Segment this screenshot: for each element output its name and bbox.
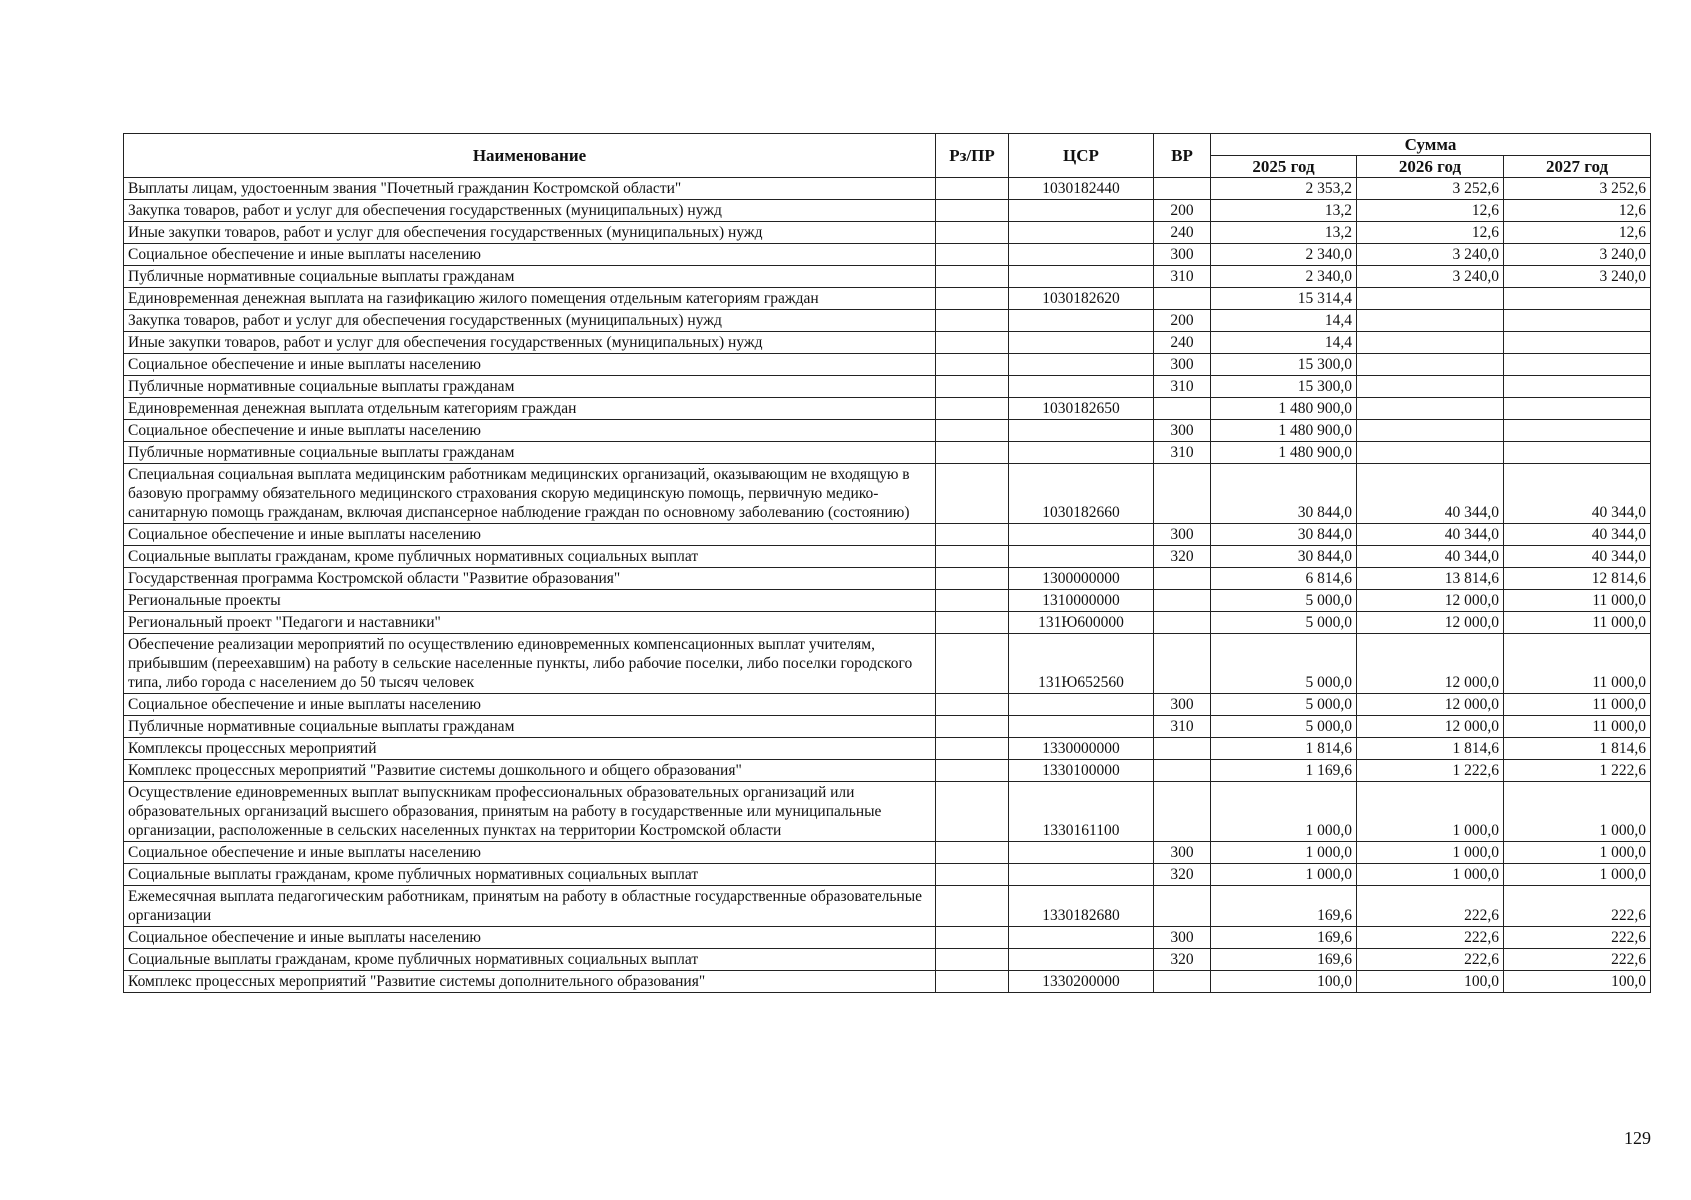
row-sum-2026-cell: 222,6 [1357,949,1504,971]
row-sum-2025-cell: 1 000,0 [1211,782,1357,842]
row-sum-2026-cell: 1 000,0 [1357,782,1504,842]
header-name: Наименование [124,134,936,178]
row-sum-2027-cell: 40 344,0 [1504,546,1651,568]
header-vr: ВР [1154,134,1211,178]
table-row [124,694,1651,716]
row-rz-pr-cell [936,266,1009,288]
table-row [124,864,1651,886]
row-csr-cell [1009,864,1154,886]
row-csr-cell [1009,222,1154,244]
row-vr-cell [1154,590,1211,612]
table-row [124,842,1651,864]
row-sum-2026-cell [1357,420,1504,442]
row-sum-2027-cell: 222,6 [1504,949,1651,971]
row-rz-pr-cell [936,782,1009,842]
table-row [124,782,1651,842]
row-rz-pr-cell [936,760,1009,782]
row-csr-cell: 1330200000 [1009,971,1154,993]
row-rz-pr-cell [936,738,1009,760]
row-sum-2027-cell [1504,420,1651,442]
row-name-cell: Комплекс процессных мероприятий "Развитие системы дополнительного образования" [124,971,936,993]
row-sum-2026-cell: 100,0 [1357,971,1504,993]
row-sum-2026-cell: 40 344,0 [1357,464,1504,524]
row-csr-cell: 1330161100 [1009,782,1154,842]
row-csr-cell: 1030182660 [1009,464,1154,524]
row-name-cell: Специальная социальная выплата медицинским работникам медицинских организаций, оказывающим не входящую в базовую программу обязательного медицинского страхования скорую медицинскую помощь, первичную медико-санитарную помощь гражданам, включая диспансерное наблюдение граждан по основному заболеванию (состоянию) [124,464,936,524]
table-row [124,376,1651,398]
row-vr-cell [1154,634,1211,694]
row-sum-2026-cell: 13 814,6 [1357,568,1504,590]
row-vr-cell [1154,971,1211,993]
table-header [124,134,1651,178]
row-sum-2027-cell: 1 222,6 [1504,760,1651,782]
row-csr-cell [1009,332,1154,354]
row-sum-2026-cell: 12,6 [1357,222,1504,244]
row-name-cell: Иные закупки товаров, работ и услуг для обеспечения государственных (муниципальных) нужд [124,332,936,354]
row-sum-2025-cell: 30 844,0 [1211,464,1357,524]
row-vr-cell [1154,568,1211,590]
table-body [124,178,1651,993]
table-row [124,464,1651,524]
budget-sheet [123,133,1650,993]
row-sum-2025-cell: 2 340,0 [1211,244,1357,266]
table-row [124,738,1651,760]
table-row [124,546,1651,568]
row-name-cell: Социальные выплаты гражданам, кроме публичных нормативных социальных выплат [124,546,936,568]
row-sum-2027-cell: 11 000,0 [1504,694,1651,716]
row-csr-cell [1009,354,1154,376]
row-csr-cell [1009,420,1154,442]
row-vr-cell: 320 [1154,546,1211,568]
row-name-cell: Региональные проекты [124,590,936,612]
row-sum-2027-cell: 1 000,0 [1504,864,1651,886]
row-name-cell: Публичные нормативные социальные выплаты гражданам [124,266,936,288]
row-rz-pr-cell [936,694,1009,716]
row-sum-2025-cell: 1 480 900,0 [1211,442,1357,464]
header-year-2027: 2027 год [1504,156,1651,178]
row-sum-2025-cell: 1 169,6 [1211,760,1357,782]
row-name-cell: Социальные выплаты гражданам, кроме публичных нормативных социальных выплат [124,949,936,971]
row-sum-2027-cell: 222,6 [1504,927,1651,949]
row-name-cell: Закупка товаров, работ и услуг для обеспечения государственных (муниципальных) нужд [124,200,936,222]
row-sum-2027-cell: 11 000,0 [1504,716,1651,738]
table-row [124,420,1651,442]
table-row [124,634,1651,694]
row-sum-2025-cell: 100,0 [1211,971,1357,993]
row-rz-pr-cell [936,398,1009,420]
row-vr-cell: 310 [1154,442,1211,464]
row-vr-cell: 310 [1154,266,1211,288]
row-rz-pr-cell [936,354,1009,376]
header-year-2025: 2025 год [1211,156,1357,178]
row-sum-2027-cell: 11 000,0 [1504,634,1651,694]
table-row [124,398,1651,420]
row-vr-cell [1154,612,1211,634]
row-rz-pr-cell [936,568,1009,590]
row-sum-2027-cell [1504,442,1651,464]
row-sum-2026-cell: 222,6 [1357,886,1504,927]
row-sum-2025-cell: 1 480 900,0 [1211,420,1357,442]
table-row [124,310,1651,332]
row-name-cell: Социальное обеспечение и иные выплаты населению [124,842,936,864]
row-vr-cell: 300 [1154,694,1211,716]
row-sum-2025-cell: 5 000,0 [1211,634,1357,694]
budget-table [123,133,1651,993]
row-sum-2026-cell: 12 000,0 [1357,716,1504,738]
row-sum-2027-cell: 1 814,6 [1504,738,1651,760]
row-sum-2026-cell: 1 000,0 [1357,864,1504,886]
row-name-cell: Социальное обеспечение и иные выплаты населению [124,420,936,442]
row-sum-2025-cell: 13,2 [1211,222,1357,244]
row-csr-cell: 1310000000 [1009,590,1154,612]
row-rz-pr-cell [936,524,1009,546]
table-row [124,244,1651,266]
table-row [124,568,1651,590]
table-row [124,971,1651,993]
header-sum: Сумма [1211,134,1651,156]
row-sum-2027-cell: 222,6 [1504,886,1651,927]
row-sum-2025-cell: 5 000,0 [1211,590,1357,612]
row-sum-2026-cell [1357,310,1504,332]
row-vr-cell: 320 [1154,864,1211,886]
row-sum-2027-cell: 40 344,0 [1504,524,1651,546]
row-sum-2027-cell: 100,0 [1504,971,1651,993]
row-sum-2025-cell: 5 000,0 [1211,612,1357,634]
row-sum-2025-cell: 5 000,0 [1211,716,1357,738]
row-sum-2025-cell: 169,6 [1211,886,1357,927]
row-sum-2026-cell: 12 000,0 [1357,634,1504,694]
row-csr-cell [1009,376,1154,398]
row-sum-2026-cell: 12,6 [1357,200,1504,222]
row-rz-pr-cell [936,634,1009,694]
row-csr-cell [1009,200,1154,222]
row-sum-2026-cell: 3 252,6 [1357,178,1504,200]
row-sum-2026-cell: 3 240,0 [1357,266,1504,288]
row-sum-2025-cell: 15 300,0 [1211,354,1357,376]
row-name-cell: Комплекс процессных мероприятий "Развитие системы дошкольного и общего образования" [124,760,936,782]
table-row [124,222,1651,244]
row-sum-2025-cell: 169,6 [1211,927,1357,949]
row-csr-cell [1009,442,1154,464]
row-sum-2026-cell: 12 000,0 [1357,612,1504,634]
row-sum-2027-cell [1504,332,1651,354]
header-csr: ЦСР [1009,134,1154,178]
row-csr-cell: 1330182680 [1009,886,1154,927]
row-sum-2025-cell: 15 300,0 [1211,376,1357,398]
row-vr-cell [1154,738,1211,760]
row-rz-pr-cell [936,310,1009,332]
table-row [124,949,1651,971]
row-sum-2025-cell: 30 844,0 [1211,546,1357,568]
row-name-cell: Социальное обеспечение и иные выплаты населению [124,927,936,949]
table-row [124,288,1651,310]
row-sum-2026-cell: 40 344,0 [1357,546,1504,568]
row-sum-2026-cell: 40 344,0 [1357,524,1504,546]
row-vr-cell [1154,288,1211,310]
row-sum-2025-cell: 6 814,6 [1211,568,1357,590]
row-name-cell: Социальное обеспечение и иные выплаты населению [124,694,936,716]
row-sum-2026-cell: 1 000,0 [1357,842,1504,864]
row-sum-2027-cell: 3 240,0 [1504,266,1651,288]
row-rz-pr-cell [936,178,1009,200]
row-sum-2027-cell: 11 000,0 [1504,590,1651,612]
row-sum-2026-cell [1357,288,1504,310]
row-sum-2027-cell: 3 240,0 [1504,244,1651,266]
row-sum-2026-cell [1357,398,1504,420]
row-rz-pr-cell [936,200,1009,222]
row-vr-cell: 320 [1154,949,1211,971]
row-csr-cell [1009,310,1154,332]
row-rz-pr-cell [936,546,1009,568]
row-rz-pr-cell [936,590,1009,612]
table-row [124,266,1651,288]
row-csr-cell: 1030182620 [1009,288,1154,310]
row-sum-2026-cell: 12 000,0 [1357,694,1504,716]
row-name-cell: Осуществление единовременных выплат выпускникам профессиональных образовательных организаций или образовательных организаций высшего образования, принятым на работу в государственные или муниципальные организации, расположенные в сельских населенных пунктах на территории Костромской области [124,782,936,842]
row-sum-2025-cell: 13,2 [1211,200,1357,222]
table-row [124,760,1651,782]
table-row [124,442,1651,464]
row-rz-pr-cell [936,442,1009,464]
row-csr-cell [1009,524,1154,546]
row-csr-cell [1009,266,1154,288]
row-name-cell: Социальное обеспечение и иные выплаты населению [124,524,936,546]
row-rz-pr-cell [936,949,1009,971]
row-csr-cell: 1030182440 [1009,178,1154,200]
row-name-cell: Региональный проект "Педагоги и наставники" [124,612,936,634]
row-sum-2025-cell: 15 314,4 [1211,288,1357,310]
row-vr-cell [1154,886,1211,927]
row-name-cell: Выплаты лицам, удостоенным звания "Почетный гражданин Костромской области" [124,178,936,200]
row-vr-cell: 300 [1154,927,1211,949]
row-sum-2026-cell: 3 240,0 [1357,244,1504,266]
row-name-cell: Ежемесячная выплата педагогическим работникам, принятым на работу в областные государственные образовательные организации [124,886,936,927]
row-csr-cell [1009,842,1154,864]
row-name-cell: Обеспечение реализации мероприятий по осуществлению единовременных компенсационных выплат учителям, прибывшим (переехавшим) на работу в сельские населенные пункты, либо рабочие поселки, либо поселки городского типа, либо города с населением до 50 тысяч человек [124,634,936,694]
row-sum-2026-cell: 1 814,6 [1357,738,1504,760]
row-sum-2026-cell [1357,332,1504,354]
row-rz-pr-cell [936,927,1009,949]
row-sum-2027-cell: 1 000,0 [1504,842,1651,864]
row-sum-2026-cell: 1 222,6 [1357,760,1504,782]
row-sum-2025-cell: 2 340,0 [1211,266,1357,288]
row-rz-pr-cell [936,222,1009,244]
page-number: 129 [1624,1128,1651,1148]
row-csr-cell [1009,546,1154,568]
header-rz-pr: Рз/ПР [936,134,1009,178]
row-sum-2026-cell [1357,442,1504,464]
row-sum-2025-cell: 14,4 [1211,332,1357,354]
row-vr-cell: 300 [1154,244,1211,266]
row-csr-cell: 1330000000 [1009,738,1154,760]
row-sum-2026-cell [1357,354,1504,376]
row-vr-cell [1154,782,1211,842]
row-sum-2027-cell: 12,6 [1504,200,1651,222]
row-rz-pr-cell [936,612,1009,634]
row-name-cell: Иные закупки товаров, работ и услуг для обеспечения государственных (муниципальных) нужд [124,222,936,244]
row-rz-pr-cell [936,288,1009,310]
row-vr-cell: 240 [1154,332,1211,354]
row-sum-2027-cell [1504,376,1651,398]
row-vr-cell: 300 [1154,842,1211,864]
table-row [124,332,1651,354]
row-vr-cell: 300 [1154,420,1211,442]
table-row [124,178,1651,200]
table-row [124,354,1651,376]
row-name-cell: Публичные нормативные социальные выплаты гражданам [124,376,936,398]
row-sum-2027-cell: 12 814,6 [1504,568,1651,590]
row-sum-2025-cell: 14,4 [1211,310,1357,332]
row-name-cell: Комплексы процессных мероприятий [124,738,936,760]
row-name-cell: Публичные нормативные социальные выплаты гражданам [124,442,936,464]
row-name-cell: Государственная программа Костромской области "Развитие образования" [124,568,936,590]
table-row [124,716,1651,738]
row-sum-2027-cell [1504,288,1651,310]
table-row [124,524,1651,546]
row-sum-2027-cell [1504,398,1651,420]
row-vr-cell: 240 [1154,222,1211,244]
row-vr-cell [1154,464,1211,524]
row-rz-pr-cell [936,886,1009,927]
row-csr-cell: 1300000000 [1009,568,1154,590]
row-csr-cell: 1330100000 [1009,760,1154,782]
row-vr-cell [1154,398,1211,420]
row-rz-pr-cell [936,716,1009,738]
row-csr-cell [1009,927,1154,949]
row-csr-cell: 131Ю600000 [1009,612,1154,634]
table-row [124,612,1651,634]
row-rz-pr-cell [936,420,1009,442]
row-vr-cell: 310 [1154,716,1211,738]
row-name-cell: Социальное обеспечение и иные выплаты населению [124,354,936,376]
table-row [124,200,1651,222]
row-name-cell: Единовременная денежная выплата отдельным категориям граждан [124,398,936,420]
header-year-2026: 2026 год [1357,156,1504,178]
row-vr-cell: 300 [1154,354,1211,376]
row-sum-2025-cell: 1 000,0 [1211,864,1357,886]
row-rz-pr-cell [936,376,1009,398]
row-rz-pr-cell [936,864,1009,886]
table-row [124,590,1651,612]
row-sum-2027-cell: 12,6 [1504,222,1651,244]
row-csr-cell [1009,716,1154,738]
row-name-cell: Социальные выплаты гражданам, кроме публичных нормативных социальных выплат [124,864,936,886]
row-sum-2025-cell: 5 000,0 [1211,694,1357,716]
row-rz-pr-cell [936,244,1009,266]
row-sum-2025-cell: 1 000,0 [1211,842,1357,864]
row-vr-cell [1154,178,1211,200]
row-csr-cell [1009,694,1154,716]
row-sum-2026-cell: 222,6 [1357,927,1504,949]
row-csr-cell: 1030182650 [1009,398,1154,420]
row-vr-cell: 200 [1154,200,1211,222]
row-sum-2025-cell: 1 814,6 [1211,738,1357,760]
row-sum-2027-cell [1504,310,1651,332]
row-vr-cell: 310 [1154,376,1211,398]
row-sum-2025-cell: 30 844,0 [1211,524,1357,546]
row-sum-2027-cell: 40 344,0 [1504,464,1651,524]
row-sum-2025-cell: 169,6 [1211,949,1357,971]
row-sum-2025-cell: 2 353,2 [1211,178,1357,200]
row-vr-cell: 300 [1154,524,1211,546]
row-rz-pr-cell [936,842,1009,864]
row-csr-cell [1009,244,1154,266]
table-row [124,886,1651,927]
row-name-cell: Единовременная денежная выплата на газификацию жилого помещения отдельным категориям граждан [124,288,936,310]
row-name-cell: Закупка товаров, работ и услуг для обеспечения государственных (муниципальных) нужд [124,310,936,332]
row-name-cell: Социальное обеспечение и иные выплаты населению [124,244,936,266]
row-csr-cell: 131Ю652560 [1009,634,1154,694]
row-rz-pr-cell [936,332,1009,354]
row-vr-cell: 200 [1154,310,1211,332]
row-rz-pr-cell [936,464,1009,524]
row-name-cell: Публичные нормативные социальные выплаты гражданам [124,716,936,738]
row-sum-2027-cell: 11 000,0 [1504,612,1651,634]
row-sum-2027-cell [1504,354,1651,376]
row-csr-cell [1009,949,1154,971]
row-sum-2025-cell: 1 480 900,0 [1211,398,1357,420]
row-rz-pr-cell [936,971,1009,993]
row-sum-2026-cell [1357,376,1504,398]
row-vr-cell [1154,760,1211,782]
row-sum-2027-cell: 1 000,0 [1504,782,1651,842]
row-sum-2026-cell: 12 000,0 [1357,590,1504,612]
table-row [124,927,1651,949]
row-sum-2027-cell: 3 252,6 [1504,178,1651,200]
